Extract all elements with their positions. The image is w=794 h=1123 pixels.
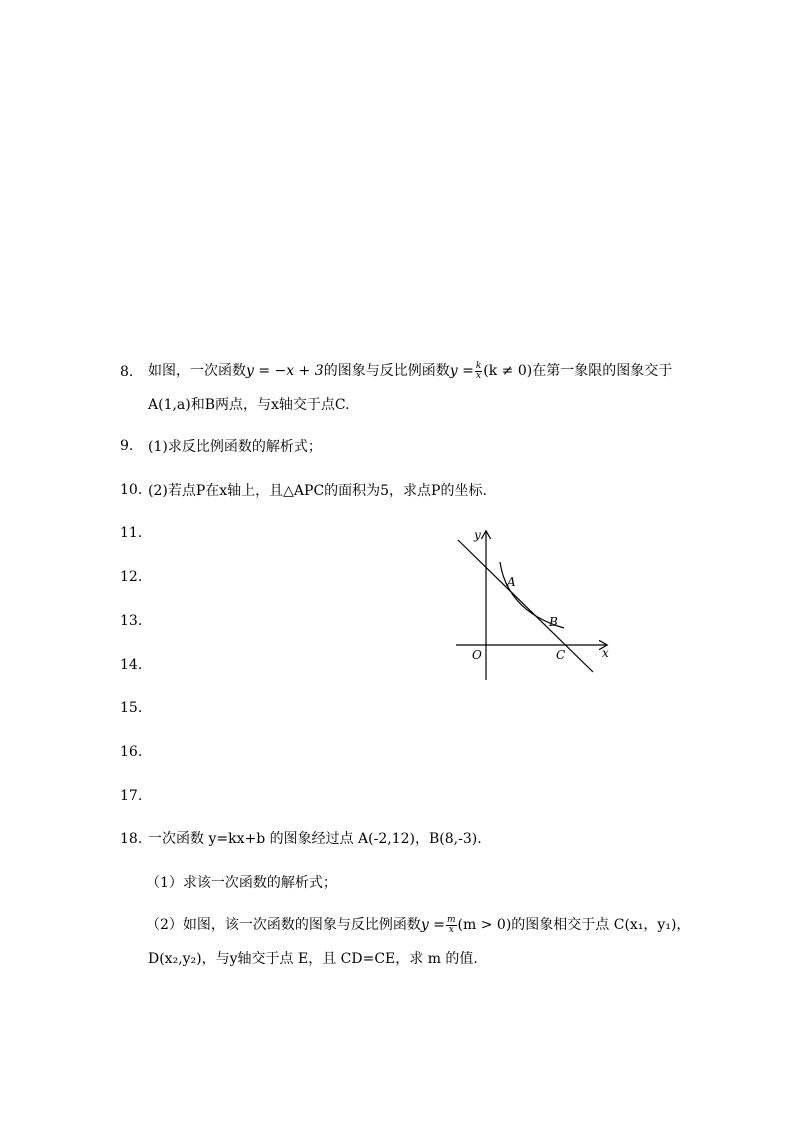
q9-text: (1)求反比例函数的解析式；	[148, 439, 322, 455]
q18-equation-lhs: y =	[420, 917, 445, 933]
question-number-10: 10.	[120, 482, 143, 498]
question-number-17: 17.	[120, 788, 143, 804]
q18-sub-1: （1）求该一次函数的解析式；	[146, 875, 337, 891]
question-number-15: 15.	[120, 700, 143, 716]
q10-text: (2)若点P在x轴上，且△APC的面积为5，求点P的坐标.	[148, 483, 487, 499]
q18-sub2-text-b: 的图象相交于点 C(x₁，y₁)，	[511, 917, 691, 933]
function-graph	[450, 522, 615, 682]
origin-label: O	[472, 648, 482, 662]
q8-linear-equation: y = −x + 3	[246, 363, 324, 379]
q8-text-part2: 的图象与反比例函数	[323, 363, 450, 379]
point-a-label: A	[507, 575, 516, 589]
q8-fraction-denominator: x	[476, 370, 482, 381]
q8-line-2: A(1,a)和B两点，与x轴交于点C.	[148, 397, 350, 413]
question-number-13: 13.	[120, 613, 143, 629]
q18-line-1: 一次函数 y=kx+b 的图象经过点 A(-2,12)，B(8,-3).	[148, 831, 482, 847]
q18-condition: (m > 0)	[457, 917, 512, 933]
x-axis-label: x	[602, 646, 609, 660]
question-number-9: 9.	[120, 438, 134, 454]
q8-fraction-numerator: k	[475, 360, 482, 371]
q8-text-part3: 在第一象限的图象交于	[532, 363, 673, 379]
q8-condition: (k ≠ 0)	[483, 363, 533, 379]
q8-line-1	[148, 360, 672, 381]
q18-fraction-denominator: x	[448, 924, 454, 935]
question-number-8: 8.	[120, 364, 134, 380]
q18-fraction	[446, 916, 457, 935]
q8-equation-lhs: y =	[449, 363, 474, 379]
question-number-14: 14.	[120, 657, 143, 673]
q18-fraction-numerator: m	[447, 914, 456, 925]
q8-text-part1: 如图，一次函数	[148, 363, 246, 379]
q18-sub-2-line-2: D(x₂,y₂)，与y轴交于点 E，且 CD=CE，求 m 的值.	[148, 951, 478, 967]
question-number-12: 12.	[120, 569, 143, 585]
y-axis-label: y	[474, 528, 481, 542]
question-number-11: 11.	[120, 525, 143, 541]
q8-fraction	[475, 362, 482, 381]
q18-sub2-text-a: （2）如图，该一次函数的图象与反比例函数	[146, 917, 421, 933]
point-b-label: B	[549, 615, 558, 629]
question-number-18: 18.	[120, 831, 143, 847]
point-c-label: C	[556, 648, 566, 662]
q18-sub-2-line-1	[146, 914, 690, 935]
question-number-16: 16.	[120, 744, 143, 760]
